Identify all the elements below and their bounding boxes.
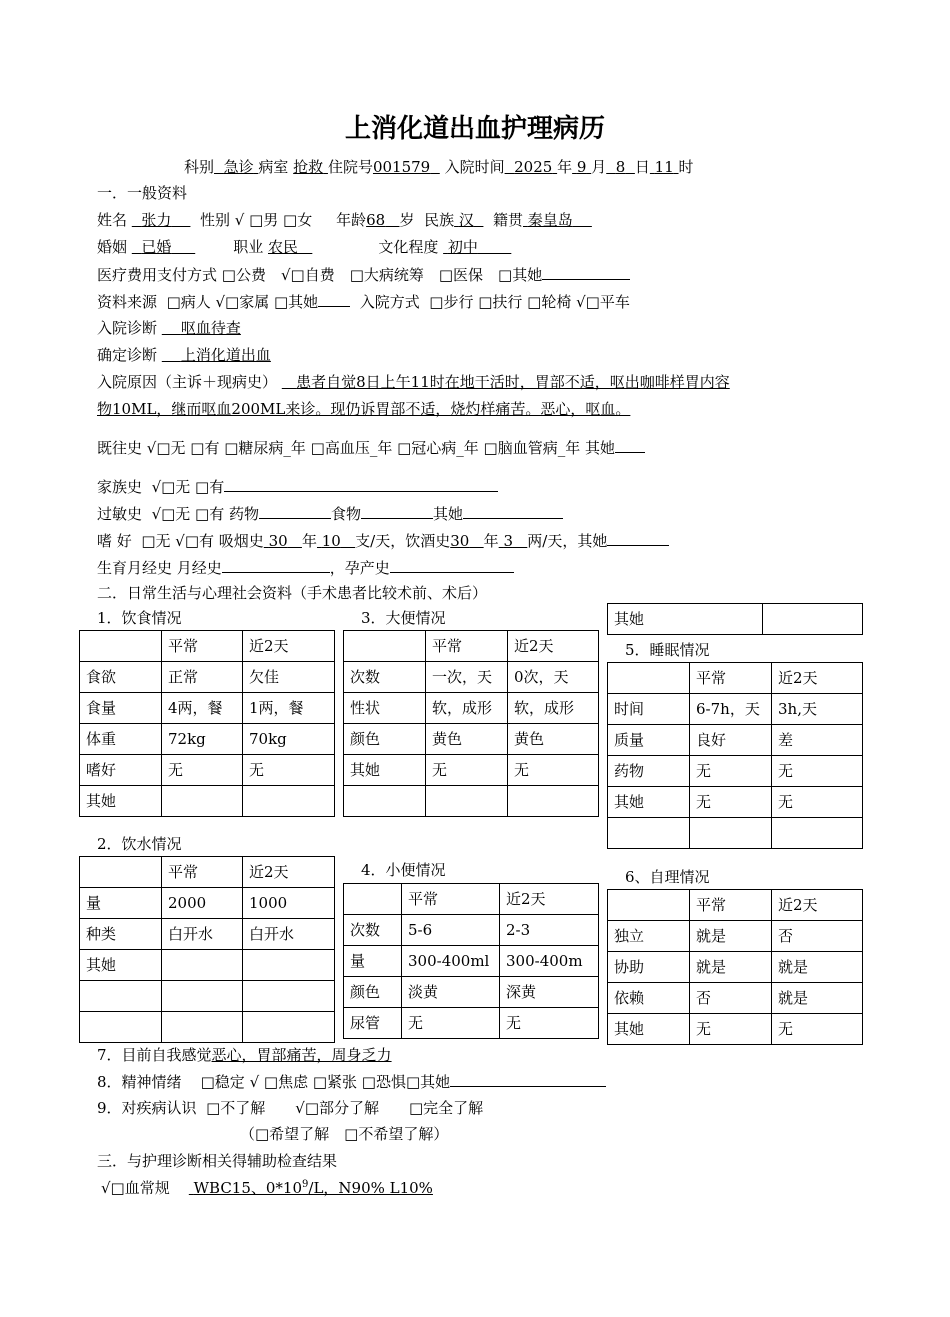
diet-table-cell: 无 (243, 755, 335, 786)
diet-table-row (80, 724, 335, 755)
blood-routine-value: WBC15、0*10 (193, 1179, 303, 1197)
source-line: 资料来源 □病人 √□家属 □其她 入院方式 □步行 □扶行 □轮椅 √□平车 (97, 293, 630, 311)
stool-table-cell: 次数 (344, 662, 426, 693)
stool-table-cell: 0次，天 (508, 662, 599, 693)
sleep-table-cell (608, 818, 690, 849)
diet-table-row (80, 786, 335, 817)
section3-heading: 三．与护理诊断相关得辅助检查结果 (97, 1152, 338, 1170)
water-table-cell (243, 981, 335, 1012)
stool-table-cell: 一次，天 (426, 662, 508, 693)
water-table-row (80, 1012, 335, 1043)
selfcare-table-cell: 依赖 (608, 983, 690, 1014)
sleep-table-cell: 良好 (690, 725, 772, 756)
water-table-cell (243, 950, 335, 981)
selfcare-table-row (608, 983, 863, 1014)
stool-table-row (344, 755, 599, 786)
urine-header-cell (344, 884, 402, 915)
urine-table-cell: 次数 (344, 915, 402, 946)
record-header: 科别 急诊 病室 抢救 住院号001579 入院时间 2025 年 9 月 8 日 11 时 (184, 158, 694, 176)
urine-header-cell: 平常 (402, 884, 500, 915)
selfcare-table-cell: 就是 (772, 983, 863, 1014)
dept-value: 急诊 (223, 158, 254, 176)
sleep-table-cell: 时间 (608, 694, 690, 725)
diet-header-cell: 近2天 (243, 631, 335, 662)
sleep-table-cell: 3h,天 (772, 694, 863, 725)
water-table-cell: 量 (80, 888, 162, 919)
sleep-header-cell: 平常 (690, 663, 772, 694)
stool-header-cell: 近2天 (508, 631, 599, 662)
selfcare-table (607, 889, 863, 1045)
stool-table-cell (508, 786, 599, 817)
sleep-table-cell: 无 (690, 787, 772, 818)
sleep-table (607, 662, 863, 849)
diet-table (79, 630, 335, 817)
diet-table-row (80, 662, 335, 693)
final-diagnosis: 上消化道出血 (180, 346, 271, 364)
sleep-table-cell: 6-7h，天 (690, 694, 772, 725)
admit-reason-line2: 物10ML，继而呕血200ML来诊。现仍诉胃部不适，烧灼样痛苦。恶心，呕血。 (97, 400, 631, 418)
urine-table-cell: 2-3 (500, 915, 599, 946)
urine-table-cell: 尿管 (344, 1008, 402, 1039)
stool-header-cell: 平常 (426, 631, 508, 662)
sleep-table-cell: 无 (772, 787, 863, 818)
urine-table-cell: 无 (500, 1008, 599, 1039)
sleep-table-cell: 差 (772, 725, 863, 756)
urine-table-row (344, 977, 599, 1008)
stool-table-cell: 其她 (344, 755, 426, 786)
selfcare-table-cell: 独立 (608, 921, 690, 952)
basic-info-line2: 婚姻 已婚 职业 农民 文化程度 初中 (97, 238, 478, 256)
selfcare-table-cell: 无 (690, 1014, 772, 1045)
selfcare-header-cell (608, 890, 690, 921)
stool-table-cell (344, 786, 426, 817)
diet-table-cell: 正常 (162, 662, 243, 693)
selfcare-table-cell: 无 (772, 1014, 863, 1045)
selfcare-table-cell: 就是 (690, 952, 772, 983)
final-diagnosis-line: 确定诊断 上消化道出血 (97, 346, 271, 364)
sex-options: √ □男 □女 (234, 211, 313, 229)
patient-name: 张力 (141, 211, 172, 229)
selfcare-table-cell: 就是 (772, 952, 863, 983)
mood-line: 8．精神情绪 □稳定 √ □焦虑 □紧张 □恐惧□其她 (97, 1071, 606, 1092)
stool-table-row (344, 724, 599, 755)
selfcare-table-row (608, 921, 863, 952)
cognition-line: 9．对疾病认识 □不了解 √□部分了解 □完全了解 (97, 1099, 484, 1117)
water-caption: 2．饮水情况 (97, 835, 182, 853)
stool-table-cell: 性状 (344, 693, 426, 724)
water-table-row (80, 888, 335, 919)
selfcare-table-cell: 其她 (608, 1014, 690, 1045)
stool-table-cell: 颜色 (344, 724, 426, 755)
allergy-line: 过敏史 √□无 □有 药物 食物 其她 (97, 503, 563, 524)
section2-heading: 二．日常生活与心理社会资料（手术患者比较术前、术后） (97, 584, 488, 602)
stool-caption: 3．大便情况 (361, 609, 446, 627)
sleep-table-row (608, 787, 863, 818)
selfcare-table-row (608, 952, 863, 983)
diet-table-cell: 食量 (80, 693, 162, 724)
sleep-header-cell: 近2天 (772, 663, 863, 694)
urine-table-cell: 淡黄 (402, 977, 500, 1008)
water-table-cell (162, 1012, 243, 1043)
payment-line: 医疗费用支付方式 □公费 √□自费 □大病统筹 □医保 □其她 (97, 264, 630, 285)
sleep-table-cell: 其她 (608, 787, 690, 818)
stool-table-cell: 无 (508, 755, 599, 786)
urine-table-cell: 量 (344, 946, 402, 977)
urine-header-cell: 近2天 (500, 884, 599, 915)
admit-diagnosis: 呕血待查 (180, 319, 241, 337)
sleep-header-cell (608, 663, 690, 694)
sleep-table-cell (772, 818, 863, 849)
water-table-cell: 1000 (243, 888, 335, 919)
water-header-cell: 平常 (162, 857, 243, 888)
water-table-row (80, 919, 335, 950)
sleep-table-row (608, 725, 863, 756)
water-table-cell: 种类 (80, 919, 162, 950)
water-header-cell: 近2天 (243, 857, 335, 888)
urine-table (343, 883, 599, 1039)
stool-table-row (344, 693, 599, 724)
diet-table-cell (243, 786, 335, 817)
water-header-cell (80, 857, 162, 888)
sleep-table-row (608, 756, 863, 787)
urine-table-row (344, 915, 599, 946)
admit-reason-line1: 入院原因（主诉＋现病史） 患者自觉8日上午11时在地干活时，胃部不适，呕出咖啡样胃内容 (97, 373, 730, 391)
water-table-cell (162, 950, 243, 981)
diet-table-cell: 4两，餐 (162, 693, 243, 724)
ward-value: 抢救 (293, 158, 324, 176)
diet-table-cell: 体重 (80, 724, 162, 755)
sleep-table-cell: 质量 (608, 725, 690, 756)
diet-table-row (80, 755, 335, 786)
urine-table-cell: 5-6 (402, 915, 500, 946)
stool-table-cell: 无 (426, 755, 508, 786)
family-history-line: 家族史 √□无 □有 (97, 476, 498, 497)
page-title: 上消化道出血护理病历 (344, 114, 605, 144)
stool-table-cell: 黄色 (508, 724, 599, 755)
diet-table-cell: 72kg (162, 724, 243, 755)
water-table-cell: 其她 (80, 950, 162, 981)
stool-table-cell: 黄色 (426, 724, 508, 755)
other-top-label: 其她 (608, 604, 763, 635)
diet-table-cell: 嗜好 (80, 755, 162, 786)
stool-header-cell (344, 631, 426, 662)
selfcare-caption: 6、自理情况 (625, 868, 710, 886)
urine-table-cell: 颜色 (344, 977, 402, 1008)
diet-table-cell: 无 (162, 755, 243, 786)
selfcare-header-cell: 平常 (690, 890, 772, 921)
water-table-cell: 白开水 (162, 919, 243, 950)
diet-table-cell: 食欲 (80, 662, 162, 693)
sleep-table-cell: 无 (690, 756, 772, 787)
selfcare-table-cell: 否 (772, 921, 863, 952)
cognition-sub-line: （□希望了解 □不希望了解） (240, 1125, 449, 1143)
sleep-table-row (608, 694, 863, 725)
water-table-cell (162, 981, 243, 1012)
section1-heading: 一．一般资料 (97, 184, 188, 202)
selfcare-table-row (608, 1014, 863, 1045)
diet-table-cell: 1两，餐 (243, 693, 335, 724)
urine-table-cell: 300-400ml (402, 946, 500, 977)
stool-table-cell: 软，成形 (426, 693, 508, 724)
habit-line: 嗜 好 □无 √□有 吸烟史 30 年 10 支/天，饮酒史30 年 3 两/天，其她 (97, 530, 669, 551)
stool-table-cell: 软，成形 (508, 693, 599, 724)
payment-options: □公费 √□自费 □大病统筹 □医保 □其她 (221, 266, 543, 284)
stool-table-row (344, 662, 599, 693)
urine-caption: 4．小便情况 (361, 861, 446, 879)
diet-table-cell: 欠佳 (243, 662, 335, 693)
selfcare-table-cell: 协助 (608, 952, 690, 983)
other-top-table (607, 603, 863, 635)
blood-routine-line: √□血常规 WBC15、$0*10^9/L$，N90% L10% (101, 1179, 433, 1197)
diet-header-cell: 平常 (162, 631, 243, 662)
urine-table-row (344, 946, 599, 977)
water-table-row (80, 950, 335, 981)
age-value: 68 (366, 211, 386, 229)
water-table-cell (80, 1012, 162, 1043)
water-table-row (80, 981, 335, 1012)
sleep-table-cell: 药物 (608, 756, 690, 787)
selfcare-table-cell: 就是 (690, 921, 772, 952)
diet-table-cell: 70kg (243, 724, 335, 755)
diet-header-cell (80, 631, 162, 662)
sleep-table-cell (690, 818, 772, 849)
diet-table-row (80, 693, 335, 724)
water-table-cell: 白开水 (243, 919, 335, 950)
diet-caption: 1．饮食情况 (97, 609, 182, 627)
stool-table (343, 630, 599, 817)
stool-table-row (344, 786, 599, 817)
past-history-line: 既往史 √□无 □有 □糖尿病_年 □高血压_年 □冠心病_年 □脑血管病_年 其她 (97, 437, 645, 458)
urine-table-cell: 深黄 (500, 977, 599, 1008)
sleep-table-row (608, 818, 863, 849)
reproductive-line: 生育月经史 月经史 ，孕产史 (97, 557, 514, 578)
diet-table-cell: 其她 (80, 786, 162, 817)
water-table-cell: 2000 (162, 888, 243, 919)
selfcare-table-cell: 否 (690, 983, 772, 1014)
admission-number: 001579 (372, 158, 431, 176)
water-table-cell (80, 981, 162, 1012)
sleep-table-cell: 无 (772, 756, 863, 787)
water-table-cell (243, 1012, 335, 1043)
feeling-line: 7．目前自我感觉恶心，胃部痛苦，周身乏力 (97, 1046, 392, 1064)
admit-diagnosis-line: 入院诊断 呕血待查 (97, 319, 241, 337)
urine-table-cell: 300-400m (500, 946, 599, 977)
selfcare-header-cell: 近2天 (772, 890, 863, 921)
urine-table-cell: 无 (402, 1008, 500, 1039)
sleep-caption: 5．睡眠情况 (625, 641, 710, 659)
stool-table-cell (426, 786, 508, 817)
diet-table-cell (162, 786, 243, 817)
feeling-value: 恶心，胃部痛苦，周身乏力 (211, 1046, 392, 1064)
urine-table-row (344, 1008, 599, 1039)
water-table (79, 856, 335, 1043)
basic-info-line1: 姓名 张力 性别 √ □男 □女 年龄68 岁 民族 汉 籍贯 秦皇岛 (97, 211, 573, 229)
